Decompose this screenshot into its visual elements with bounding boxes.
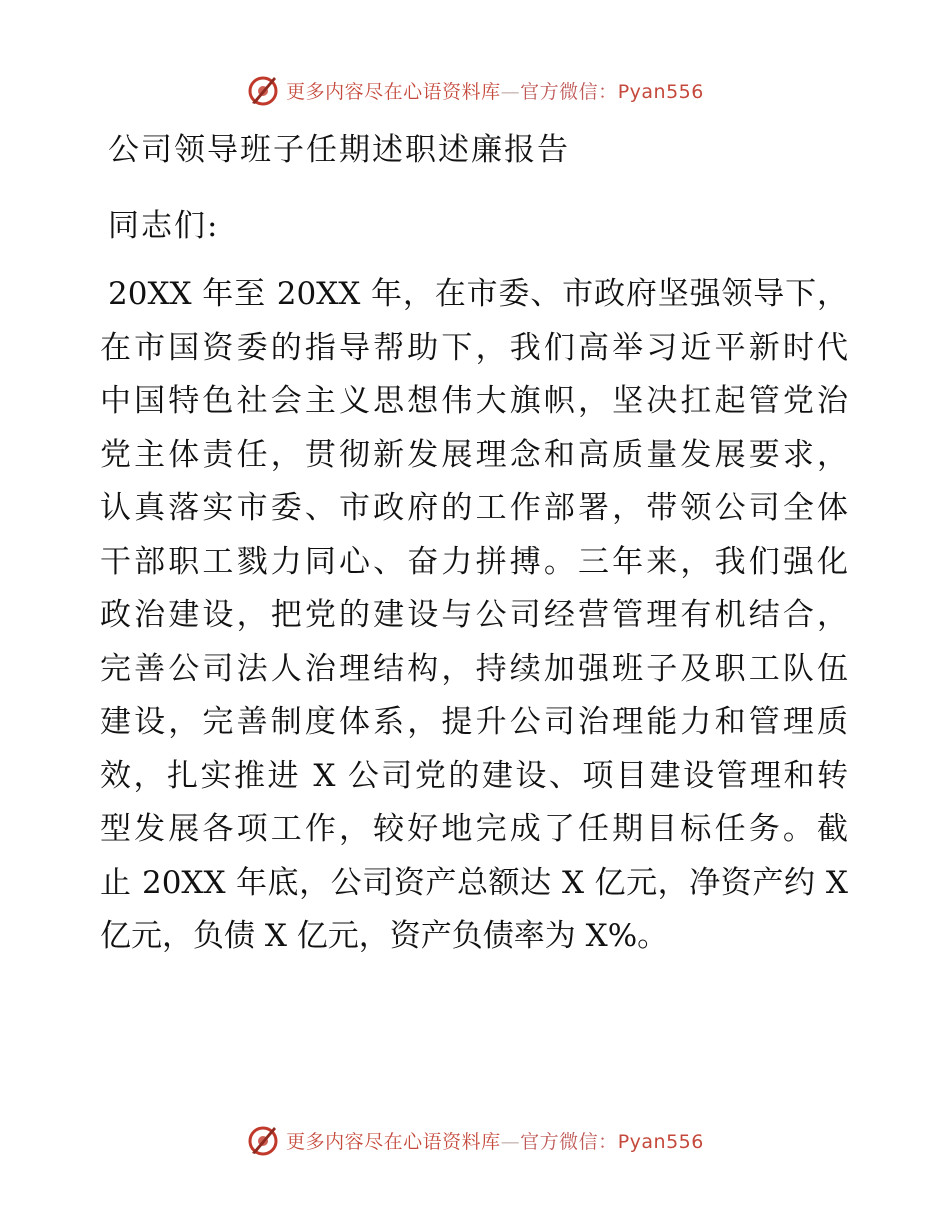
paragraph-line: 干部职工戮力同心、奋力拼搏。三年来，我们强化	[100, 543, 848, 580]
banner-dash: —	[500, 80, 521, 103]
banner-wechat-label: 官方微信：	[520, 80, 618, 103]
banner-wechat-id: Pyan556	[617, 1130, 704, 1153]
paragraph-line: 型发展各项工作，较好地完成了任期目标任务。截	[100, 811, 848, 847]
banner-main-text: 更多内容尽在心语资料库	[286, 80, 501, 103]
paragraph-line: 党主体责任，贯彻新发展理念和高质量发展要求，	[100, 436, 848, 473]
body-paragraph	[100, 268, 848, 964]
paragraph-line: 效，扎实推进 X 公司党的建设、项目建设管理和转	[100, 757, 848, 794]
paragraph-line: 建设，完善制度体系，提升公司治理能力和管理质	[100, 704, 848, 740]
paragraph-line: 政治建设，把党的建设与公司经营管理有机结合，	[100, 597, 848, 633]
paragraph-line: 亿元，负债 X 亿元，资产负债率为 X%。	[100, 918, 669, 954]
paragraph-line: 20XX 年至 20XX 年，在市委、市政府坚强领导下，	[108, 276, 848, 312]
banner-main-text: 更多内容尽在心语资料库	[286, 1130, 501, 1153]
paragraph-line: 完善公司法人治理结构，持续加强班子及职工队伍	[100, 650, 848, 687]
paragraph-line: 止 20XX 年底，公司资产总额达 X 亿元，净资产约 X	[100, 864, 848, 901]
banner-wechat-id: Pyan556	[617, 80, 704, 103]
paragraph-line: 中国特色社会主义思想伟大旗帜，坚决扛起管党治	[100, 383, 848, 419]
paragraph-line: 在市国资委的指导帮助下，我们高举习近平新时代	[100, 329, 848, 366]
banner-text	[286, 77, 704, 104]
document-title: 公司领导班子任期述职述廉报告	[108, 132, 570, 168]
paragraph-line: 认真落实市委、市政府的工作部署，带领公司全体	[100, 490, 848, 526]
banner-dash: —	[500, 1130, 521, 1153]
banner-wechat-label: 官方微信：	[520, 1130, 618, 1153]
salutation: 同志们:	[108, 208, 220, 244]
quill-seal-logo-icon	[246, 1123, 280, 1157]
quill-seal-logo-icon	[246, 73, 280, 107]
footer-banner	[0, 1120, 950, 1160]
banner-text	[286, 1127, 704, 1154]
header-banner	[0, 70, 950, 110]
